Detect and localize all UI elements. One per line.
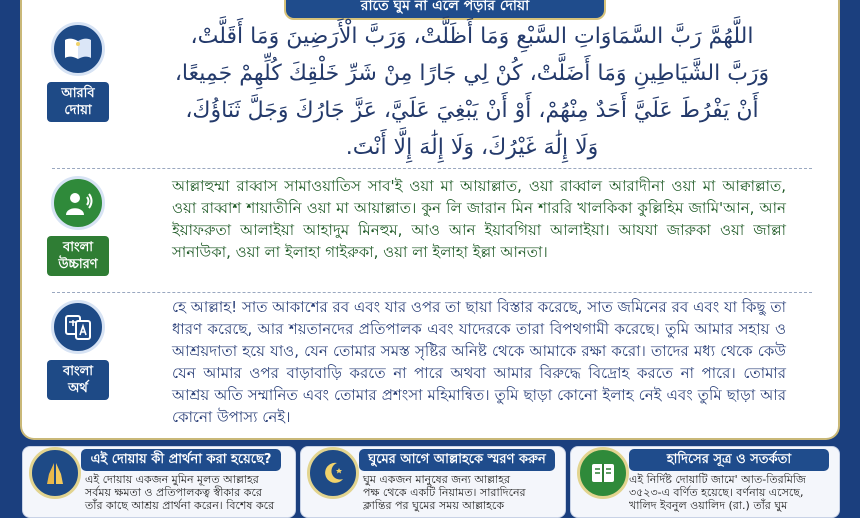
info-card-text	[363, 473, 559, 512]
arabic-tag-line-1: আরবি	[61, 86, 95, 101]
info-card-line: ৩৫২৩-এ বর্ণিত হয়েছে। বর্ণনায় এসেছে,	[629, 486, 804, 499]
meaning-tag-line-2: অর্থ	[68, 381, 88, 396]
info-card-sleep	[300, 446, 566, 518]
pronunciation-tag	[47, 236, 109, 276]
section-divider	[52, 292, 812, 293]
arabic-line: وَلَا إِلَٰهَ غَيْرُكَ، وَلَا إِلَٰهَ إِلَّا أَنْتَ.	[345, 135, 599, 160]
pronunciation-side-label	[44, 176, 112, 276]
arabic-tag-line-2: দোয়া	[64, 103, 92, 118]
pronunciation-text: আল্লাহুম্মা রাব্বাস সামাওয়াতিস সাব'ই ওয়া মা আয়াল্লাত, ওয়া রাব্বাল আরাদীনা ওয়া মা আক্বাল্লাত, ওয়া রাব্বাশ শায়াতীনি ওয়া মা আয়াল্লাত। কুন লি জারান মিন শাররি খালকিকা কুল্লিহিম জামি'আন, আন ইয়াফরুতা আলাইয়া আহাদুম মিনহুম, আও আন ইয়াবগিয়া আলাইয়া। আযযা জারুকা ওয়া জাল্লা সানাউকা, ওয়া লা ইলাহা গাইরুকা, ওয়া লা ইলাহা ইল্লা আনতা।	[172, 177, 786, 261]
info-card-heading: এই দোয়ায় কী প্রার্থনা করা হয়েছে?	[81, 449, 281, 471]
moon-star-icon	[307, 447, 359, 499]
info-card-text	[85, 473, 290, 512]
book-icon	[51, 22, 105, 76]
meaning-side-label	[44, 300, 112, 400]
info-card-line: এই দোয়ায় একজন মুমিন মূলত আল্লাহর	[85, 473, 259, 486]
info-card-line: এই নির্দিষ্ট দোয়াটি জামে' আত-তিরমিজি	[629, 473, 806, 486]
pronunciation-tag-line-2: উচ্চারণ	[58, 257, 98, 272]
info-card-line: ক্লান্তির পর ঘুমের সময় আল্লাহকে	[363, 499, 505, 512]
info-card-line: সর্বময় ক্ষমতা ও প্রতিপালকত্ব স্বীকার করে	[85, 486, 262, 499]
info-card-text	[629, 473, 833, 512]
arabic-dua-text	[122, 18, 822, 166]
praying-hands-icon	[29, 447, 81, 499]
speaker-person-icon	[51, 176, 105, 230]
arabic-line: وَرَبَّ الشَّيَاطِينِ وَمَا أَضَلَّتْ، كُنْ لِي جَارًا مِنْ شَرِّ خَلْقِكَ كُلِّهِمْ جَمِيعًا،	[174, 61, 770, 86]
meaning-tag	[47, 360, 109, 400]
info-card-heading: ঘুমের আগে আল্লাহকে স্মরণ করুন	[359, 449, 555, 471]
meaning-tag-line-1: বাংলা	[62, 364, 94, 379]
quran-book-icon	[577, 447, 629, 499]
info-card-heading: হাদিসের সূত্র ও সতর্কতা	[629, 449, 829, 471]
info-card-prayer	[22, 446, 296, 518]
info-card-hadith	[570, 446, 840, 518]
info-card-line: ঘুম একজন মানুষের জন্য আল্লাহর	[363, 473, 511, 486]
pronunciation-tag-line-1: বাংলা	[62, 240, 94, 255]
meaning-text: হে আল্লাহ! সাত আকাশের রব এবং যার ওপর তা ছায়া বিস্তার করেছে, সাত জমিনের রব এবং যা কিছু তা ধারণ করেছে, আর শয়তানদের প্রতিপালক এবং যাদেরকে তারা বিপথগামী করেছে। তুমি আমার সহায় ও আশ্রয়দাতা হয়ে যাও, যেন তোমার সমস্ত সৃষ্টির অনিষ্ট থেকে আমাকে রক্ষা করো। তাদের মধ্য থেকে কেউ যেন আমার ওপর বাড়াবাড়ি করতে না পারে অথবা আমার বিরুদ্ধে বিদ্রোহ করতে না পারে। তোমার আশ্রয় অতি সম্মানিত এবং তোমার প্রশংসা মহিমান্বিত। তুমি ছাড়া কোনো ইলাহ নেই এবং তুমি ছাড়া আর কোনো উপাস্য নেই।	[172, 298, 786, 426]
arabic-line: أَنْ يَفْرُطَ عَلَيَّ أَحَدٌ مِنْهُمْ، أَوْ أَنْ يَبْغِيَ عَلَيَّ، عَزَّ جَارُكَ وَجَلَّ ثَنَاؤُكَ،	[185, 98, 759, 123]
arabic-side-label	[44, 22, 112, 122]
arabic-tag	[47, 82, 109, 122]
translate-icon	[51, 300, 105, 354]
section-divider	[52, 168, 812, 169]
info-card-line: তাঁর কাছে আশ্রয় প্রার্থনা করেন। বিশেষ করে	[85, 499, 275, 512]
arabic-line: اللَّهُمَّ رَبَّ السَّمَاوَاتِ السَّبْعِ وَمَا أَظَلَّتْ، وَرَبَّ الْأَرَضِينَ وَمَا أَقَلَّتْ،	[190, 24, 754, 49]
info-card-line: পক্ষ থেকে একটি নিয়ামত। সারাদিনের	[363, 486, 526, 499]
page-title: রাতে ঘুম না এলে পড়ার দোয়া	[284, 0, 606, 20]
info-card-line: খালিদ ইবনুল ওয়ালিদ (রা.) তাঁর ঘুম	[629, 499, 788, 512]
dua-card	[20, 0, 840, 440]
